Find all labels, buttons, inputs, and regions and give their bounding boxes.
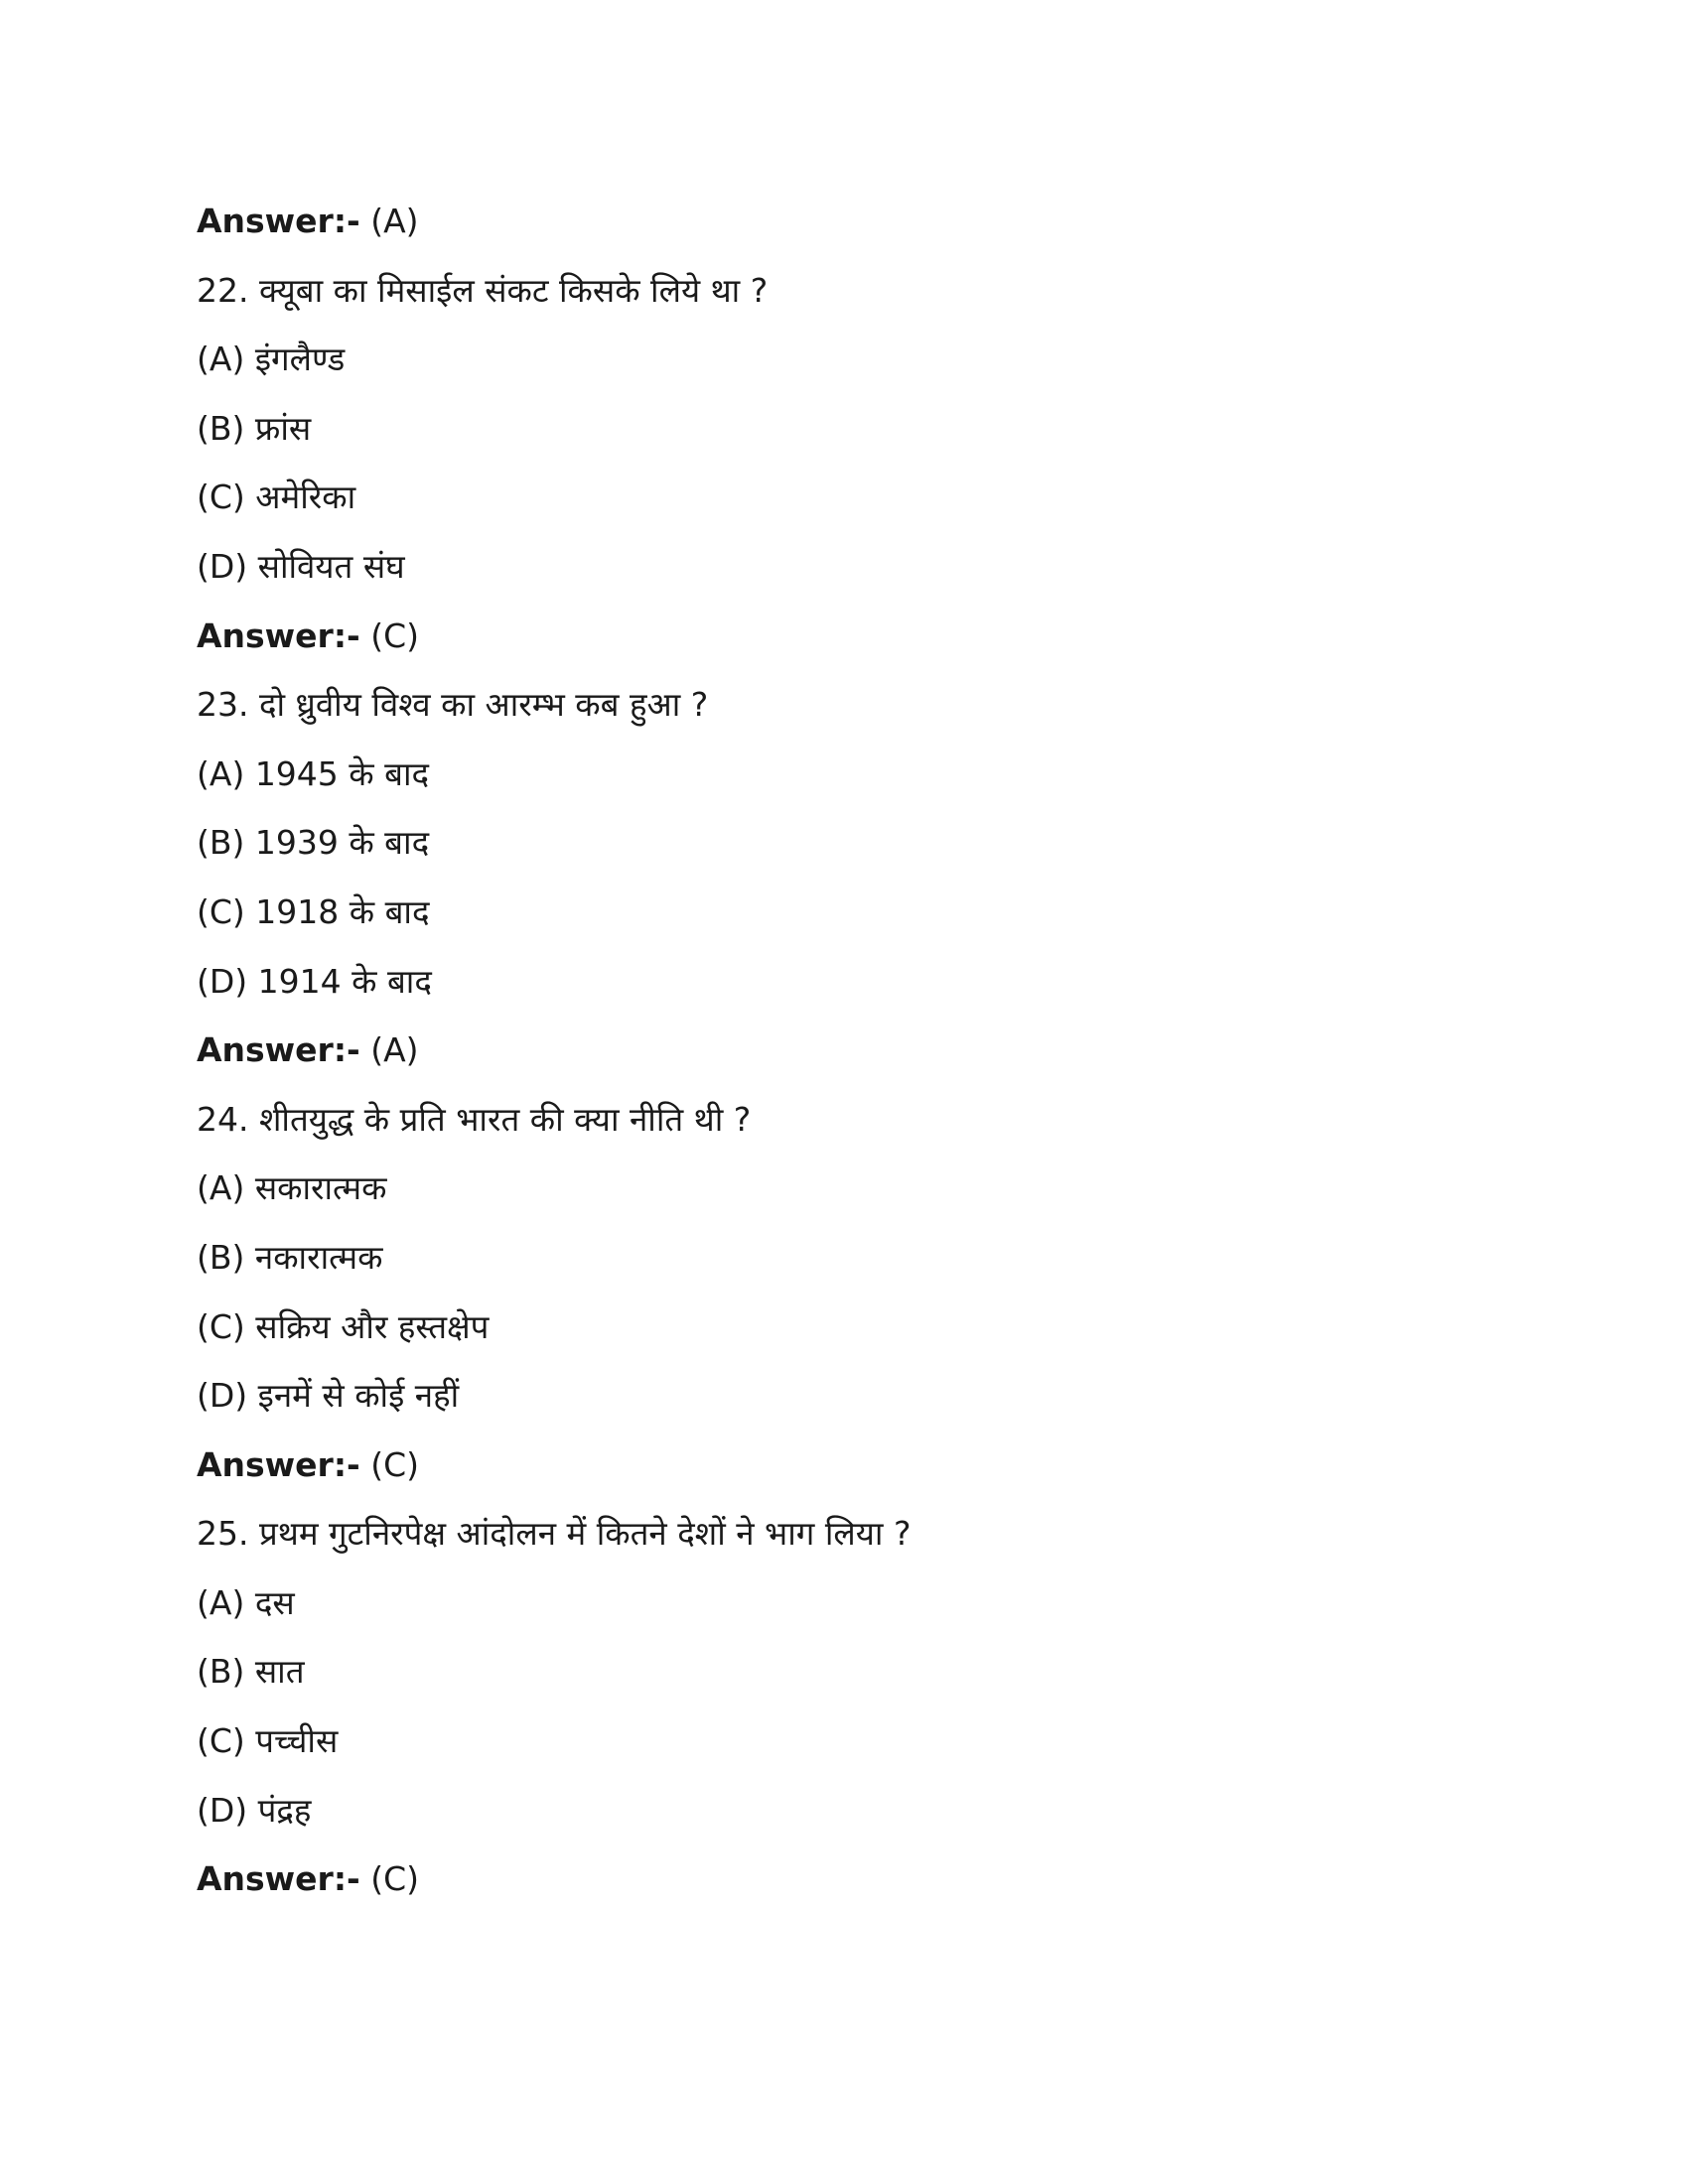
option-b: (B) सात xyxy=(197,1652,305,1692)
question-text: 25. प्रथम गुटनिरपेक्ष आंदोलन में कितने देशों ने भाग लिया ? xyxy=(197,1514,912,1554)
answer-line xyxy=(197,1024,1487,1094)
question-text: 24. शीतयुद्ध के प्रति भारत की क्या नीति थी ? xyxy=(197,1099,752,1139)
answer-line xyxy=(197,1439,1487,1509)
question-text: 22. क्यूबा का मिसाईल संकट किसके लिये था ? xyxy=(197,270,769,310)
question-text: 23. दो ध्रुवीय विश्व का आरम्भ कब हुआ ? xyxy=(197,685,709,725)
answer-label: Answer:- xyxy=(197,202,360,240)
answer-label: Answer:- xyxy=(197,1030,360,1070)
option-a: (A) 1945 के बाद xyxy=(197,753,430,793)
answer-value: (A) xyxy=(370,202,419,240)
option-b: (B) नकारात्मक xyxy=(197,1237,383,1277)
option-d: (D) 1914 के बाद xyxy=(197,961,432,1001)
option-c: (C) सक्रिय और हस्तक्षेप xyxy=(197,1306,490,1346)
option-a: (A) इंगलैण्ड xyxy=(197,340,346,379)
answer-line xyxy=(197,611,1487,680)
question-list xyxy=(197,196,1487,1923)
answer-line xyxy=(197,196,1487,265)
option-a: (A) दस xyxy=(197,1582,295,1622)
option-c: (C) 1918 के बाद xyxy=(197,891,430,931)
option-d: (D) सोवियत संघ xyxy=(197,546,405,586)
answer-value: (C) xyxy=(370,1859,420,1899)
option-c: (C) अमेरिका xyxy=(197,478,356,517)
option-c: (C) पच्चीस xyxy=(197,1721,339,1761)
answer-value: (C) xyxy=(370,615,420,655)
option-b: (B) फ्रांस xyxy=(197,408,312,448)
answer-label: Answer:- xyxy=(197,1859,360,1899)
option-d: (D) इनमें से कोई नहीं xyxy=(197,1376,460,1416)
option-a: (A) सकारात्मक xyxy=(197,1168,387,1208)
answer-value: (C) xyxy=(370,1444,420,1484)
option-b: (B) 1939 के बाद xyxy=(197,823,430,863)
answer-label: Answer:- xyxy=(197,615,360,655)
answer-label: Answer:- xyxy=(197,1444,360,1484)
answer-value: (A) xyxy=(370,1030,419,1070)
answer-line xyxy=(197,1853,1487,1923)
option-d: (D) पंद्रह xyxy=(197,1790,312,1830)
